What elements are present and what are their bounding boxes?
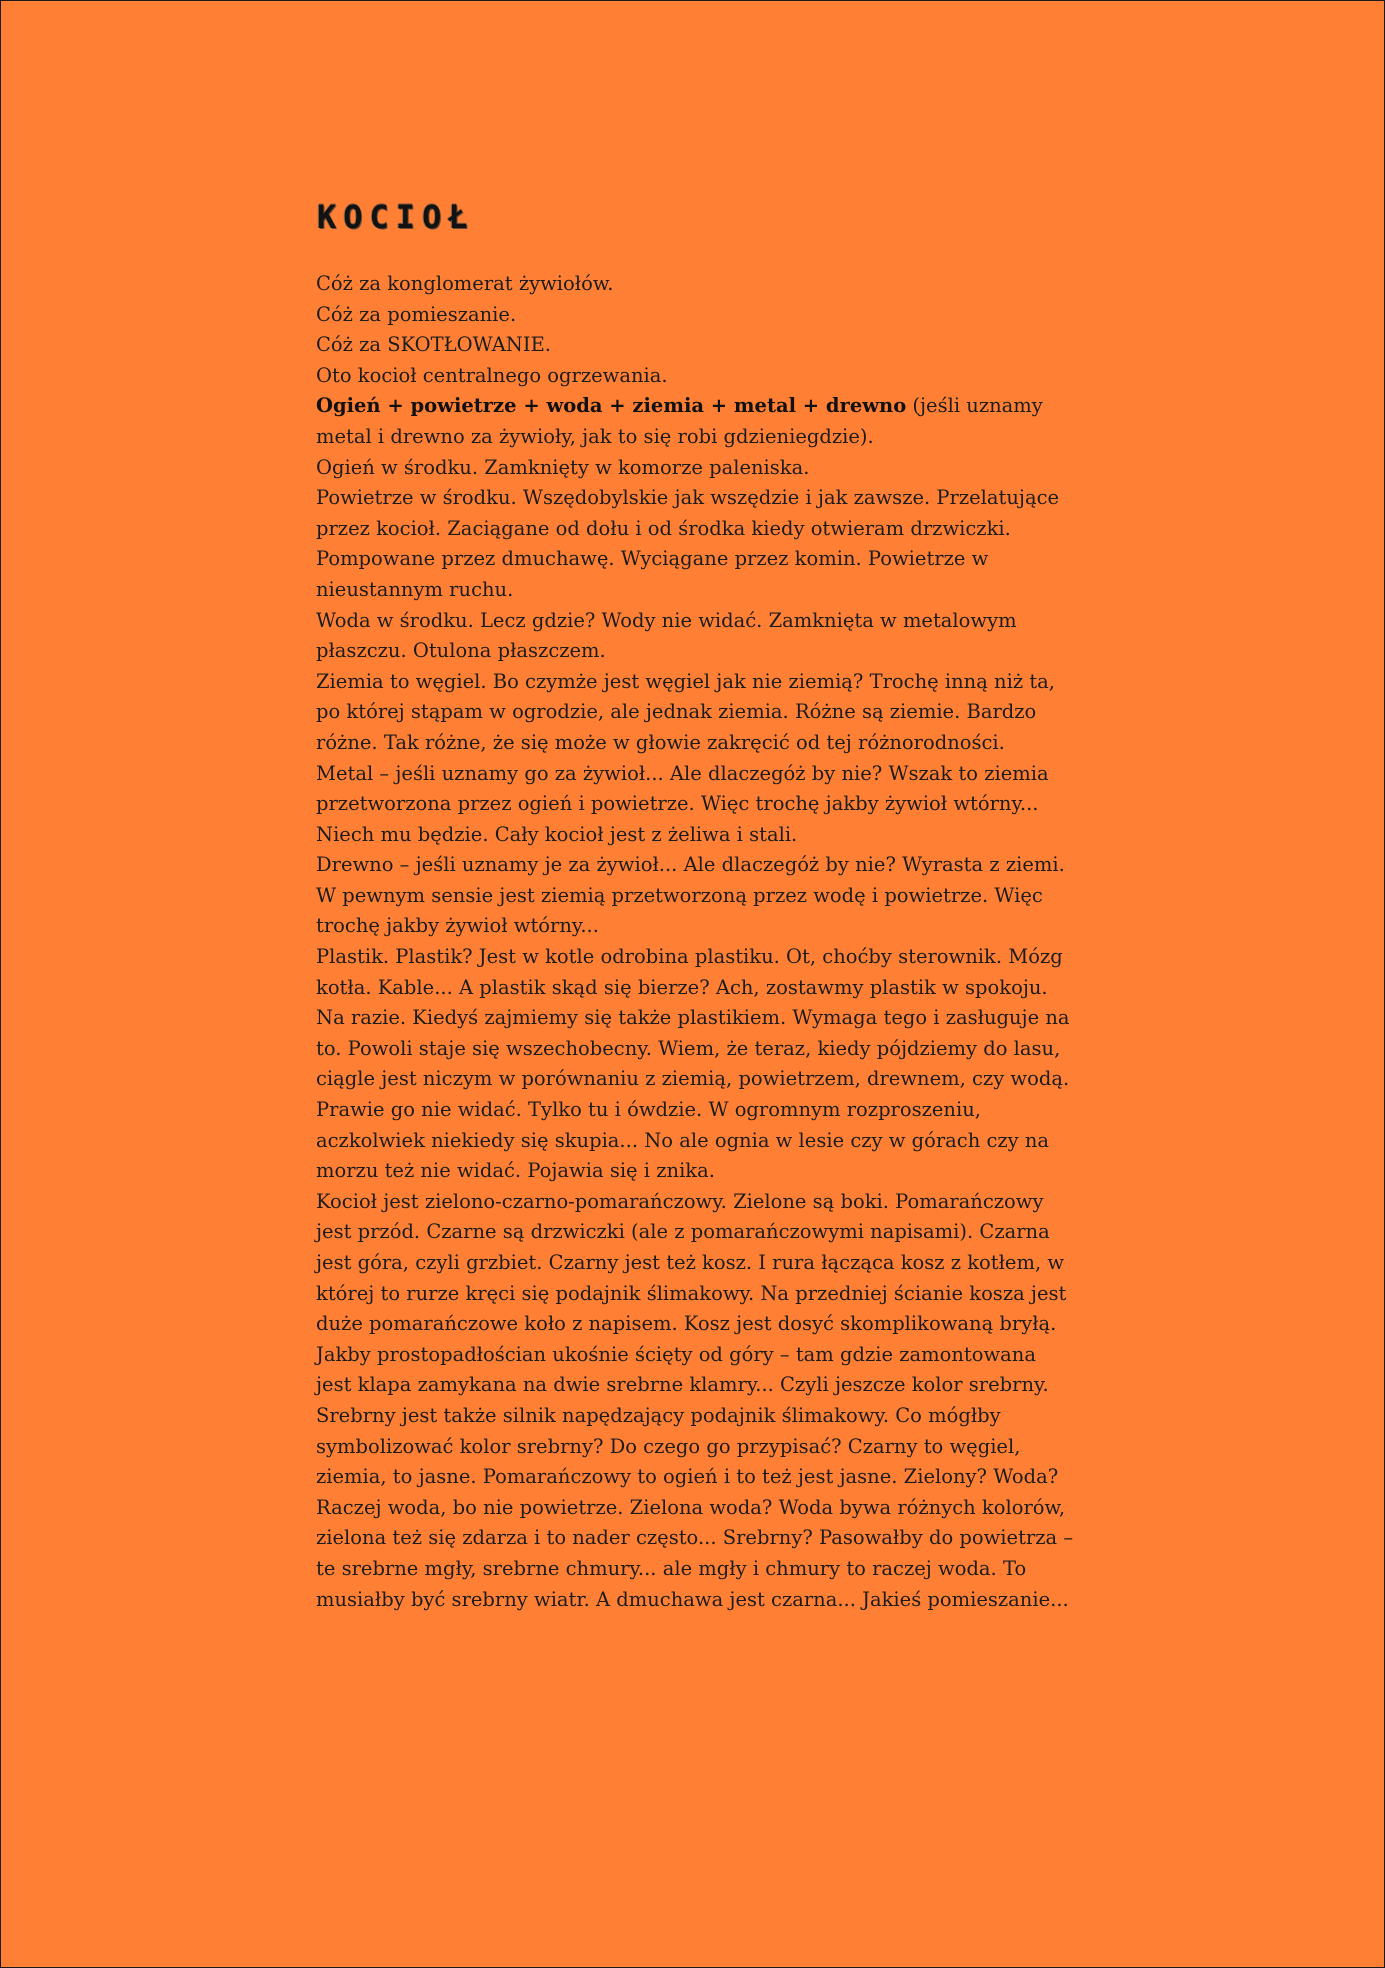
paragraph: Metal – jeśli uznamy go za żywioł... Ale dlaczegóż by nie? Wszak to ziemia przetworzona przez ogień i powietrze. Więc trochę jakby żywioł wtórny... Niech mu będzie. Cały kocioł jest z żeliwa i stali.: [316, 761, 1049, 846]
paragraph: Drewno – jeśli uznamy je za żywioł... Ale dlaczegóż by nie? Wyrasta z ziemi. W pewnym sensie jest ziemią przetworzoną przez wodę i powietrze. Więc trochę jakby żywioł wtórny...: [316, 853, 1065, 938]
paragraph-elements: [316, 391, 1076, 452]
paragraph: Ogień w środku. Zamknięty w komorze paleniska.: [316, 455, 810, 479]
page-title: KOCIOŁ: [317, 198, 475, 236]
paragraph: Woda w środku. Lecz gdzie? Wody nie widać. Zamknięta w metalowym płaszczu. Otulona płaszczem.: [316, 608, 1017, 663]
paragraph: Oto kocioł centralnego ogrzewania.: [316, 363, 668, 387]
paragraph: Powietrze w środku. Wszędobylskie jak wszędzie i jak zawsze. Przelatujące przez kocioł. Zaciągane od dołu i od środka kiedy otwieram drzwiczki. Pompowane przez dmuchawę. Wyciągane przez komin. Powietrze w nieustannym ruchu.: [316, 486, 1060, 601]
paragraph: Cóż za konglomerat żywiołów.: [316, 272, 614, 295]
paragraph: Plastik. Plastik? Jest w kotle odrobina plastiku. Ot, choćby sterownik. Mózg kotła. Kable... A plastik skąd się bierze? Ach, zostawmy plastik w spokoju. Na razie. Kiedyś zajmiemy się także plastikiem. Wymaga tego i zasługuje na to. Powoli staje się wszechobecny. Wiem, że teraz, kiedy pójdziemy do lasu, ciągle jest niczym w porównaniu z ziemią, powietrzem, drewnem, czy wodą. Prawie go nie widać. Tylko tu i ówdzie. W ogromnym rozproszeniu, aczkolwiek niekiedy się skupia... No ale ognia w lesie czy w górach czy na morzu też nie widać. Pojawia się i znika.: [316, 945, 1070, 1183]
paragraph: Cóż za pomieszanie.: [316, 302, 517, 326]
paragraph: Kocioł jest zielono-czarno-pomarańczowy. Zielone są boki. Pomarańczowy jest przód. Czarne są drzwiczki (ale z pomarańczowymi napisami). Czarna jest góra, czyli grzbiet. Czarny jest też kosz. I rura łącząca kosz z kotłem, w której to rurze kręci się podajnik ślimakowy. Na przedniej ścianie kosza jest duże pomarańczowe koło z napisem. Kosz jest dosyć skomplikowaną bryłą. Jakby prostopadłościan ukośnie ścięty od góry – tam gdzie zamontowana jest klapa zamykana na dwie srebrne klamry... Czyli jeszcze kolor srebrny. Srebrny jest także silnik napędzający podajnik ślimakowy. Co mógłby symbolizować kolor srebrny? Do czego go przypisać? Czarny to węgiel, ziemia, to jasne. Pomarańczowy to ogień i to też jest jasne. Zielony? Woda? Raczej woda, bo nie powietrze. Zielona woda? Woda bywa różnych kolorów, zielona też się zdarza i to nader często... Srebrny? Pasowałby do powietrza – te srebrne mgły, srebrne chmury... ale mgły i chmury to raczej woda. To musiałby być srebrny wiatr. A dmuchawa jest czarna... Jakieś pomieszanie...: [316, 1189, 1074, 1611]
paragraph: Ziemia to węgiel. Bo czymże jest węgiel jak nie ziemią? Trochę inną niż ta, po której stąpam w ogrodzie, ale jednak ziemia. Różne są ziemie. Bardzo różne. Tak różne, że się może w głowie zakręcić od tej różnorodności.: [316, 669, 1055, 754]
elements-emphasis: Ogień + powietrze + woda + ziemia + metal + drewno: [316, 394, 907, 418]
paragraph: Cóż za SKOTŁOWANIE.: [316, 333, 552, 357]
elements-remark: (jeśli uznamy metal i drewno za żywioły, jak to się robi gdzieniegdzie).: [316, 394, 1043, 448]
article-body: [316, 269, 1076, 1615]
